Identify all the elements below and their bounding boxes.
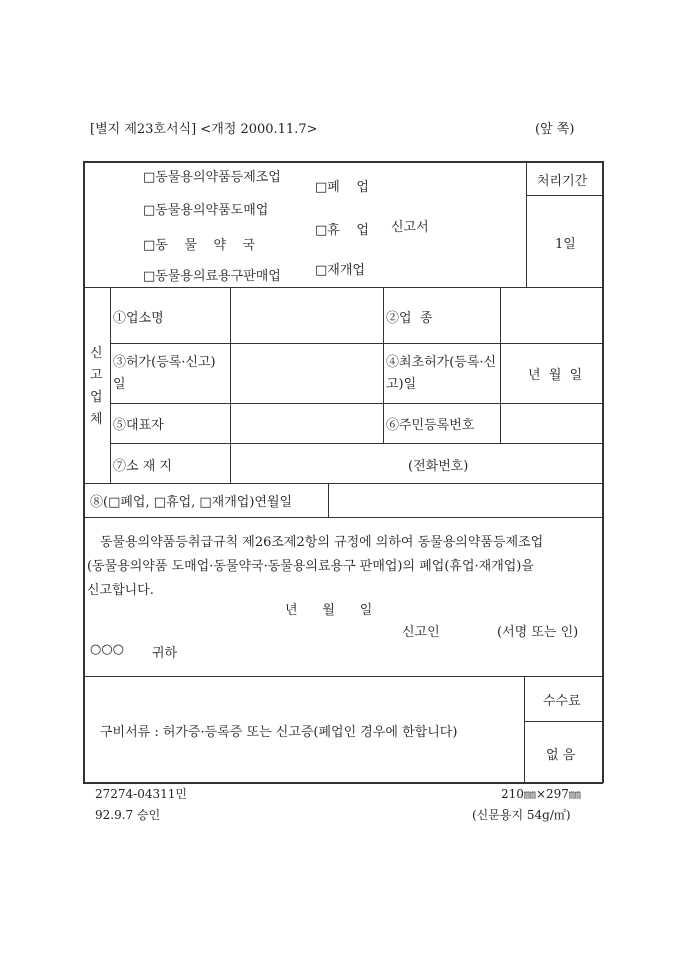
page-side: (앞 쪽) [535, 122, 575, 137]
statement-line-2: (동물용의약품 도매업·동물약국·동물용의료용구 판매업)의 폐업(휴업·재개업)을 [87, 559, 534, 574]
first-permit-date-label: ④최초허가(등록·신고)일 [386, 355, 497, 392]
action-suspension[interactable]: □휴 업 [315, 223, 369, 238]
statement-date: 년 월 일 [285, 603, 373, 618]
paper-size: 210㎜×297㎜ [501, 787, 581, 801]
type-wholesale[interactable]: □동물용의약품도매업 [143, 203, 269, 218]
paper-type: (신문용지 54g/㎡) [472, 808, 571, 822]
fee-label: 수수료 [543, 694, 581, 709]
statement-line-1: 동물용의약품등취급규칙 제26조제2항의 규정에 의하여 동물용의약품등제조업 [100, 535, 544, 550]
frame-left [83, 161, 85, 783]
processing-period-value: 1일 [555, 237, 576, 252]
resident-number-label: ⑥주민등록번호 [386, 418, 475, 433]
business-name-label: ①업소명 [113, 311, 164, 326]
phone-label: (전화번호) [408, 459, 469, 474]
closure-date-label: ⑧(□폐업, □휴업, □재개업)연월일 [90, 495, 293, 510]
section-label-4: 체 [90, 412, 103, 427]
type-equipment[interactable]: □동물용의료용구판매업 [143, 269, 281, 284]
section-label-2: 고 [90, 368, 103, 383]
approval-date: 92.9.7 승인 [95, 808, 161, 822]
statement-line-3: 신고합니다. [87, 583, 154, 598]
representative-label: ⑤대표자 [113, 418, 164, 433]
recipient-suffix: 귀하 [152, 646, 178, 661]
section-label-3: 업 [90, 390, 103, 405]
processing-period-label: 처리기간 [537, 174, 588, 189]
type-pharmacy[interactable]: □동 물 약 국 [143, 238, 256, 253]
action-closure[interactable]: □폐 업 [315, 180, 369, 195]
required-documents: 구비서류 : 허가증·등록증 또는 신고증(폐업인 경우에 한합니다) [100, 725, 458, 740]
frame-right [602, 161, 604, 783]
reporter-label: 신고인 [402, 625, 440, 640]
fee-value: 없 음 [546, 748, 576, 763]
permit-date-label: ③허가(등록·신고)일 [113, 355, 216, 392]
type-manufacturing[interactable]: □동물용의약품등제조업 [143, 170, 281, 185]
address-label: ⑦소 재 지 [113, 459, 172, 474]
form-code: 27274-04311민 [95, 787, 187, 801]
report-title: 신고서 [391, 220, 429, 235]
frame-top [83, 161, 603, 163]
section-label-1: 신 [90, 346, 103, 361]
business-type-label: ②업 종 [386, 311, 433, 326]
action-resumption[interactable]: □재개업 [315, 263, 365, 278]
first-permit-date-value: 년 월 일 [528, 368, 583, 383]
frame-bottom [83, 782, 603, 784]
form-number: [별지 제23호서식] <개정 2000.11.7> [90, 122, 318, 137]
recipient-mark: ○○○ [90, 642, 125, 657]
signature-label: (서명 또는 인) [497, 625, 579, 640]
